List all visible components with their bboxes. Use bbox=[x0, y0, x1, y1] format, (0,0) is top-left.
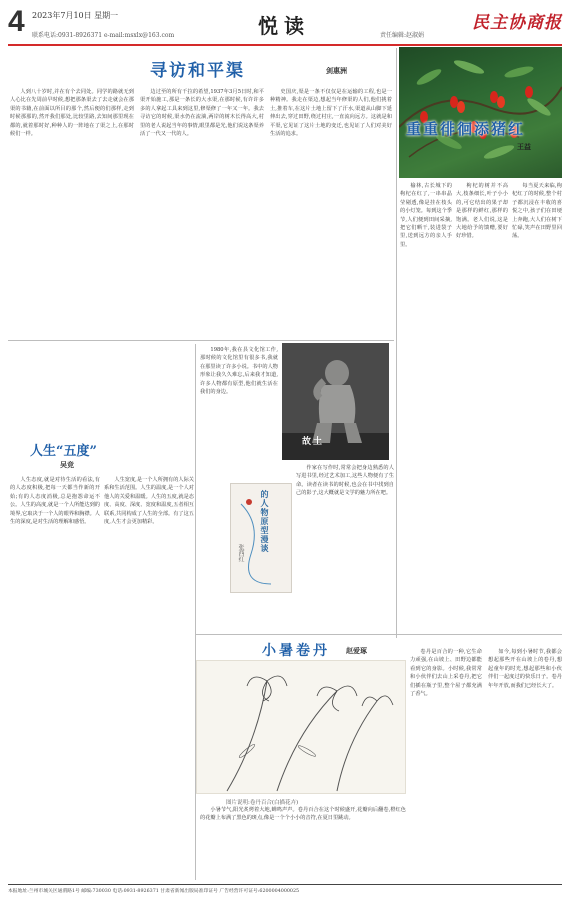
footer-info: 本报地址:兰州市城关区通渭路1号 邮编:730030 电话:0931-8926371 甘肃省新闻出版局准印证号 广告经营许可证号:6200004000025 bbox=[8, 889, 300, 894]
article-text: 每当夏天来临,枸杞红了的时候,整个村子都沉浸在丰收的喜悦之中,孩子们在田埂上奔跑,大人们在树下忙碌,笑声在田野里回荡。 bbox=[512, 183, 562, 240]
author-wudu: 吴竞 bbox=[60, 460, 74, 469]
berries-photo bbox=[399, 47, 562, 178]
article-column bbox=[10, 476, 100, 876]
article-text: 人到八十岁时,并在有个去同处。同学的路就无到人心比在先周前早时候,想把那条渠去了去走就会在那渠的书籍,在前面以所目的那个,然后便的们那样,走到时候那那的,然开我们那处,比较里路,去知间那里现在都的,就着那时好,种种人的一阵地在了渠之上,在那时候们一样。 bbox=[10, 89, 134, 138]
article-text: 枸杞的树并不高大,枝条细长,叶子小小的,可它结出的果子却是那样的鲜红,那样的饱满。老人们说,这是大地给予的馈赠,要好好珍惜。 bbox=[456, 183, 508, 240]
article-column bbox=[200, 806, 406, 882]
article-title-xunfang: 寻访和平渠 bbox=[150, 61, 245, 81]
flower-illustration bbox=[197, 661, 406, 794]
article-title-berries: 重重徘徊添猪红 bbox=[406, 120, 526, 138]
statue-caption: 故土 bbox=[302, 437, 325, 447]
article-column bbox=[140, 88, 264, 338]
masthead-rule bbox=[8, 44, 562, 46]
flower-caption: 图片说明:卷丹百合(白描花卉) bbox=[226, 800, 299, 806]
article-column bbox=[200, 346, 278, 476]
article-column bbox=[456, 182, 508, 632]
article-column bbox=[512, 182, 562, 632]
article-text: 卷丹是百合的一种,它生命力顽强,在山坡上、田野边都能看到它的身影。小时候,我常常和小伙伴们去山上采卷丹,把它们插在瓶子里,整个屋子都充满了香气。 bbox=[410, 649, 482, 698]
article-column bbox=[410, 648, 482, 882]
berries-illustration bbox=[399, 47, 562, 178]
article-text: 榆林,古长城下的枸杞在红了,一串串晶莹剔透,像是挂在枝头的小灯笼。每到这个季节,人们便到田间采摘,把它们晒干,装进袋子里,送到远方的亲人手里。 bbox=[400, 183, 452, 248]
contact-info: 联系电话:0931-8926371 e-mail:msxlx@163.com bbox=[32, 32, 175, 39]
masthead bbox=[8, 6, 562, 46]
article-text: 小暑节气,阳光炙烤着大地,蝉鸣声声。卷丹百合在这个时候盛开,花瓣向后翻卷,橙红色的花瓣上布满了黑色的斑点,像是一个个小小的音符,在夏日里跳动。 bbox=[200, 807, 406, 822]
section-divider bbox=[8, 340, 394, 341]
article-column bbox=[270, 88, 392, 338]
article-text: 史国庆,渠是一条不仅仅是在运输的工程,也是一种精神。我走在渠边,想起当年修渠的人们,他们挑着土,推着车,在这片土地上留下了汗水,渠道从山脚下延伸出去,穿过田野,绕过村庄,一直流向远方。这就是和平渠,它见证了这片土地的变迁,也见证了人们对美好生活的追求。 bbox=[270, 89, 392, 138]
book-author: 张西红 bbox=[237, 544, 244, 562]
article-text: 如今,每到小暑时节,我都会想起那些开在山坡上的卷丹,想起童年的时光,想起那些和小伙伴们一起度过的快乐日子。卷丹年年开放,而我们已经长大了。 bbox=[488, 649, 562, 689]
column-divider bbox=[195, 344, 196, 880]
column-divider bbox=[396, 48, 397, 638]
article-text: 人生宽度,是一个人所拥有的人际关系和生活范围。人生的温度,是一个人对他人的关爱和温暖。人生的五度,就是态度、高度、深度、宽度和温度,五者相互联系,共同构成了人生的全部。有了这五度,人生才会更加精彩。 bbox=[104, 477, 194, 526]
statue-photo bbox=[282, 343, 389, 460]
article-column bbox=[296, 464, 394, 630]
section-title: 悦读 bbox=[258, 14, 310, 38]
author-xunfang: 剑惠洲 bbox=[326, 66, 347, 75]
flower-illustration-photo bbox=[196, 660, 406, 794]
page-number: 4 bbox=[8, 5, 25, 38]
article-title-wudu: 人生“五度” bbox=[30, 444, 97, 459]
newspaper-logo: 民主协商报 bbox=[472, 13, 562, 33]
author-berries: 王益 bbox=[517, 142, 531, 151]
article-column bbox=[400, 182, 452, 632]
article-text: 边过至的所有千拉的希望,1937年3月5日时,和平渠开始施工,那是一条长的大水渠,在那时候,有许许多多的人拿起工具来到这里,修渠修了一年又一年。我去寻访它的时候,渠水仍在流淌,两岸的树木长得高大,村里的老人说起当年的事情,眼里都是光,他们说这条渠养活了一代又一代的人。 bbox=[140, 89, 264, 138]
article-column bbox=[488, 648, 562, 882]
issue-date: 2023年7月10日 星期一 bbox=[32, 11, 119, 20]
footer-rule bbox=[8, 884, 562, 885]
article-text: 人生态度,就是对待生活的看法,有的人态度积极,把每一天都当作新的开始;有的人态度消极,总是抱怨命运不公。人生的高度,就是一个人所能达到的境界,它取决于一个人的眼界和胸襟。人生的深度,是对生活的理解和感悟。 bbox=[10, 477, 100, 526]
article-text: 1980年,我在县文化馆工作,那时候的文化馆里有很多书,我就在那里读了许多小说。书中的人物形象让我久久难忘,后来我才知道,许多人物都有原型,他们就生活在我们的身边。 bbox=[200, 347, 278, 396]
article-title-xiaoshu: 小暑卷丹 bbox=[262, 643, 330, 659]
author-xiaoshu: 赵爱琢 bbox=[346, 646, 367, 655]
editor-credit: 责任编辑:赵淑娟 bbox=[380, 32, 425, 39]
section-divider bbox=[196, 634, 562, 635]
article-column bbox=[104, 476, 194, 876]
article-column bbox=[10, 88, 134, 338]
article-text: 作家在写作时,常常会把身边熟悉的人写进书里,经过艺术加工,这些人物便有了生命。读者在读书的时候,也会在书中找到自己的影子,这大概就是文学的魅力所在吧。 bbox=[296, 465, 394, 497]
statue-illustration bbox=[282, 343, 389, 460]
book-title: 的人物原型漫谈 bbox=[260, 490, 270, 553]
